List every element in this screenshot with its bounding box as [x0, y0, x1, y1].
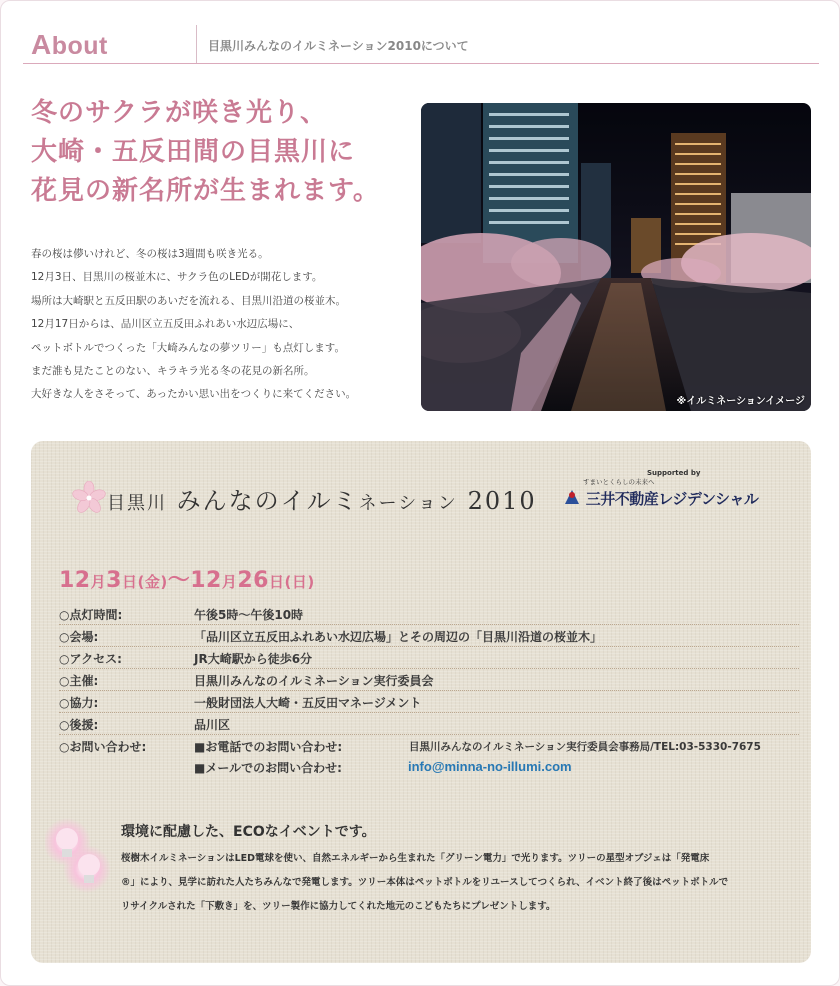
- sponsor-name: 三井不動産レジデンシャル: [585, 490, 759, 508]
- contact-email-link[interactable]: info@minna-no-illumi.com: [408, 759, 572, 774]
- header-separator: [196, 25, 197, 63]
- event-dates: 12月3日(金)〜12月26日(日): [59, 568, 315, 593]
- photo-caption: ※イルミネーションイメージ: [676, 396, 805, 407]
- intro-line: 場所は大崎駅と五反田駅のあいだを流れる、目黒川沿道の桜並木。: [31, 294, 346, 307]
- info-row-hours: ○点灯時間: 午後5時〜午後10時: [59, 603, 799, 625]
- eco-line: リサイクルされた「下敷き」を、ツリー製作に協力してくれた地元のこどもたちにプレゼントします。: [121, 901, 556, 912]
- about-heading: About: [31, 29, 108, 60]
- info-row-access: ○アクセス: JR大崎駅から徒歩6分: [59, 647, 799, 669]
- supported-by: Supported by: [647, 469, 701, 477]
- intro-line: 春の桜は儚いけれど、冬の桜は3週間も咲き光る。: [31, 248, 269, 260]
- sakura-icon: [71, 481, 107, 515]
- intro-line: 大好きな人をさそって、あったかい思い出をつくりに来てください。: [31, 388, 357, 401]
- bulb-icon: [45, 817, 115, 907]
- intro-text: [31, 243, 411, 407]
- headline: [31, 94, 411, 211]
- headline-line-1: 冬のサクラが咲き光り、: [31, 98, 327, 128]
- event-info-table: [59, 603, 799, 777]
- header-subtitle: 目黒川みんなのイルミネーション2010について: [208, 39, 469, 53]
- info-row-venue: ○会場: 「品川区立五反田ふれあい水辺広場」とその周辺の「目黒川沿道の桜並木」: [59, 625, 799, 647]
- headline-line-3: 花見の新名所が生まれます。: [31, 176, 380, 206]
- intro-line: まだ誰も見たことのない、キラキラ光る冬の花見の新名所。: [31, 365, 315, 378]
- eco-line: 桜樹木イルミネーションはLED電球を使い、自然エネルギーから生まれた「グリーン電力」で光ります。ツリーの星型オブジェは「発電床: [121, 853, 710, 864]
- intro-line: 12月17日からは、品川区立五反田ふれあい水辺広場に、: [31, 318, 300, 331]
- sponsor-logo: [563, 488, 758, 509]
- event-panel: [31, 441, 811, 963]
- header-divider: [23, 63, 819, 64]
- led-bulbs-illustration: [45, 817, 115, 911]
- event-logo: [71, 481, 537, 515]
- eco-line: ®」により、見学に訪れた人たちみんなで発電します。ツリー本体はペットボトルをリユースしてつくられ、イベント終了後はペットボトルで: [121, 877, 729, 888]
- info-row-cooperation: ○協力: 一般財団法人大崎・五反田マネージメント: [59, 691, 799, 713]
- sponsor-tagline: すまいとくらしの未来へ: [583, 478, 655, 486]
- event-logo-text: 目黒川 みんなのイルミネーション 2010: [107, 486, 537, 515]
- eco-description: [121, 847, 801, 919]
- eco-title: 環境に配慮した、ECOなイベントです。: [121, 824, 376, 840]
- info-row-contact-mail: ■メールでのお問い合わせ: info@minna-no-illumi.com: [194, 759, 572, 775]
- night-river-photo: [421, 103, 811, 411]
- headline-line-2: 大崎・五反田間の目黒川に: [31, 137, 356, 167]
- sponsor-mark-icon: [563, 489, 581, 507]
- intro-line: 12月3日、目黒川の桜並木に、サクラ色のLEDが開花します。: [31, 271, 323, 284]
- info-row-support: ○後援: 品川区: [59, 713, 799, 735]
- info-row-organizer: ○主催: 目黒川みんなのイルミネーション実行委員会: [59, 669, 799, 691]
- info-row-contact-phone: ○お問い合わせ: ■お電話でのお問い合わせ: 目黒川みんなのイルミネーション実行委員会事務局/TEL:03-5330-7675: [59, 740, 761, 754]
- intro-line: ペットボトルでつくった「大崎みんなの夢ツリー」も点灯します。: [31, 341, 345, 354]
